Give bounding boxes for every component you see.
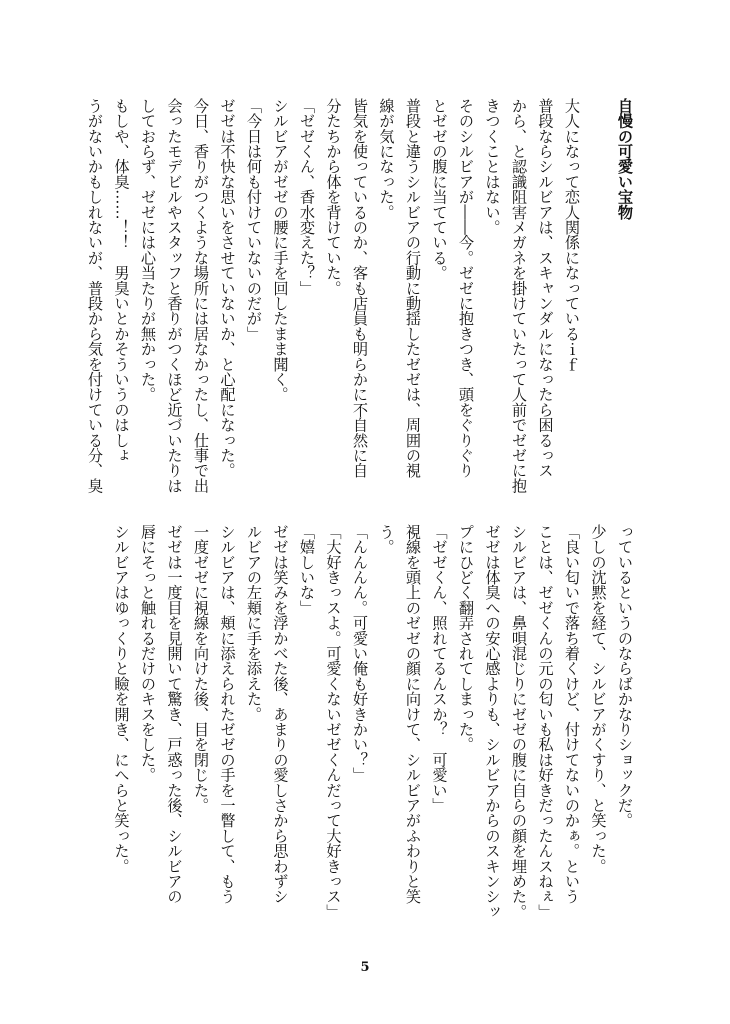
text-line: 大人になって恋人関係になっているｉｆ bbox=[563, 98, 581, 372]
text-line: ゼゼは笑みを浮かべた後、あまりの愛しさから思わずシ bbox=[271, 524, 290, 904]
text-line: 「ゼゼくん、香水変えた？」 bbox=[298, 98, 316, 296]
text-line: 今日、香りがつくような場所には居なかったし、仕事で出 bbox=[192, 98, 210, 494]
text-line: 分たちから体を背けていた。 bbox=[324, 98, 343, 296]
text-line: きつくことはない。 bbox=[483, 98, 502, 235]
text-line: しておらず、ゼゼには心当たりが無かった。 bbox=[139, 98, 157, 402]
text-line: ルビアの左頬に手を添えた。 bbox=[245, 524, 263, 722]
text-line: プにひどく翻弄されてしまった。 bbox=[457, 524, 475, 752]
text-line: 「大好きっスよ。可愛くないゼゼくんだって大好きっス」 bbox=[324, 524, 343, 920]
text-line: ことは、ゼゼくんの元の匂いも私は好きだったんスねぇ」 bbox=[536, 524, 555, 920]
text-line: ゼゼは一度目を見開いて驚き、戸惑った後、シルビアの bbox=[165, 524, 184, 904]
text-line: 皆気を使っているのか、客も店員も明らかに不自然に自 bbox=[351, 98, 369, 478]
text-line: 会ったモデビルやスタッフと香りがつくほど近づいたりは bbox=[165, 98, 184, 494]
text-line: 「嬉しいな」 bbox=[298, 524, 316, 616]
text-line: シルビアは、頬に添えられたゼゼの手を一瞥して、もう bbox=[218, 524, 237, 904]
text-line: 少しの沈黙を経て、シルビアがくすり、と笑った。 bbox=[589, 524, 608, 874]
lower-text-block bbox=[108, 524, 638, 924]
text-line: っているというのならばかなりショックだ。 bbox=[616, 524, 634, 828]
text-line: ゼゼは不快な思いをさせていないか、と心配になった。 bbox=[218, 98, 237, 478]
text-line: シルビアは、鼻唄混じりにゼゼの腹に自らの顔を埋めた。 bbox=[510, 524, 528, 920]
title-spacer bbox=[585, 98, 612, 498]
text-line: 「んんんん。可愛い俺も好きかい？」 bbox=[351, 524, 369, 783]
page-number: 5 bbox=[360, 960, 370, 975]
text-line: そのシルビアが――今。ゼゼに抱きつき、頭をぐりぐり bbox=[457, 98, 475, 478]
text-line: 「ゼゼくん、照れてるんスか？ 可愛い」 bbox=[430, 524, 449, 813]
text-line: 「良い匂いで落ち着くけど、付けてないのかぁ。という bbox=[563, 524, 581, 904]
text-line: 普段と違うシルビアの行動に動揺したゼゼは、周囲の視 bbox=[404, 98, 422, 478]
upper-lines bbox=[82, 98, 586, 498]
text-line: 「今日は何も付けていないのだが」 bbox=[245, 98, 263, 342]
text-line: から、と認識阻害メガネを掛けていたって人前でゼゼに抱 bbox=[510, 98, 528, 494]
story-title: 自慢の可愛い宝物 bbox=[616, 98, 634, 220]
text-line: 普段ならシルビアは、スキャンダルになったら困るっス bbox=[536, 98, 555, 478]
upper-text-block bbox=[82, 98, 639, 498]
text-line: もしや、体臭……！！ 男臭いとかそういうのはしょ bbox=[112, 98, 131, 463]
text-line: 唇にそっと触れるだけのキスをした。 bbox=[139, 524, 157, 783]
text-line: シルビアがゼゼの腰に手を回したまま聞く。 bbox=[271, 98, 290, 402]
text-line: 一度ゼゼに視線を向けた後、目を閉じた。 bbox=[192, 524, 210, 813]
text-line: ゼゼは体臭への安心感よりも、シルビアからのスキンシッ bbox=[483, 524, 502, 920]
text-line: うがないかもしれないが、普段から気を付けている分、臭 bbox=[86, 98, 104, 494]
text-line: シルビアはゆっくりと瞼を開き、にへらと笑った。 bbox=[112, 524, 131, 874]
lower-lines bbox=[108, 524, 638, 924]
text-line: う。 bbox=[377, 524, 396, 555]
text-line: 線が気になった。 bbox=[377, 98, 396, 220]
text-line: 視線を頭上のゼゼの顔に向けて、シルビアがふわりと笑 bbox=[404, 524, 422, 904]
text-line: とゼゼの腹に当てている。 bbox=[430, 98, 449, 281]
